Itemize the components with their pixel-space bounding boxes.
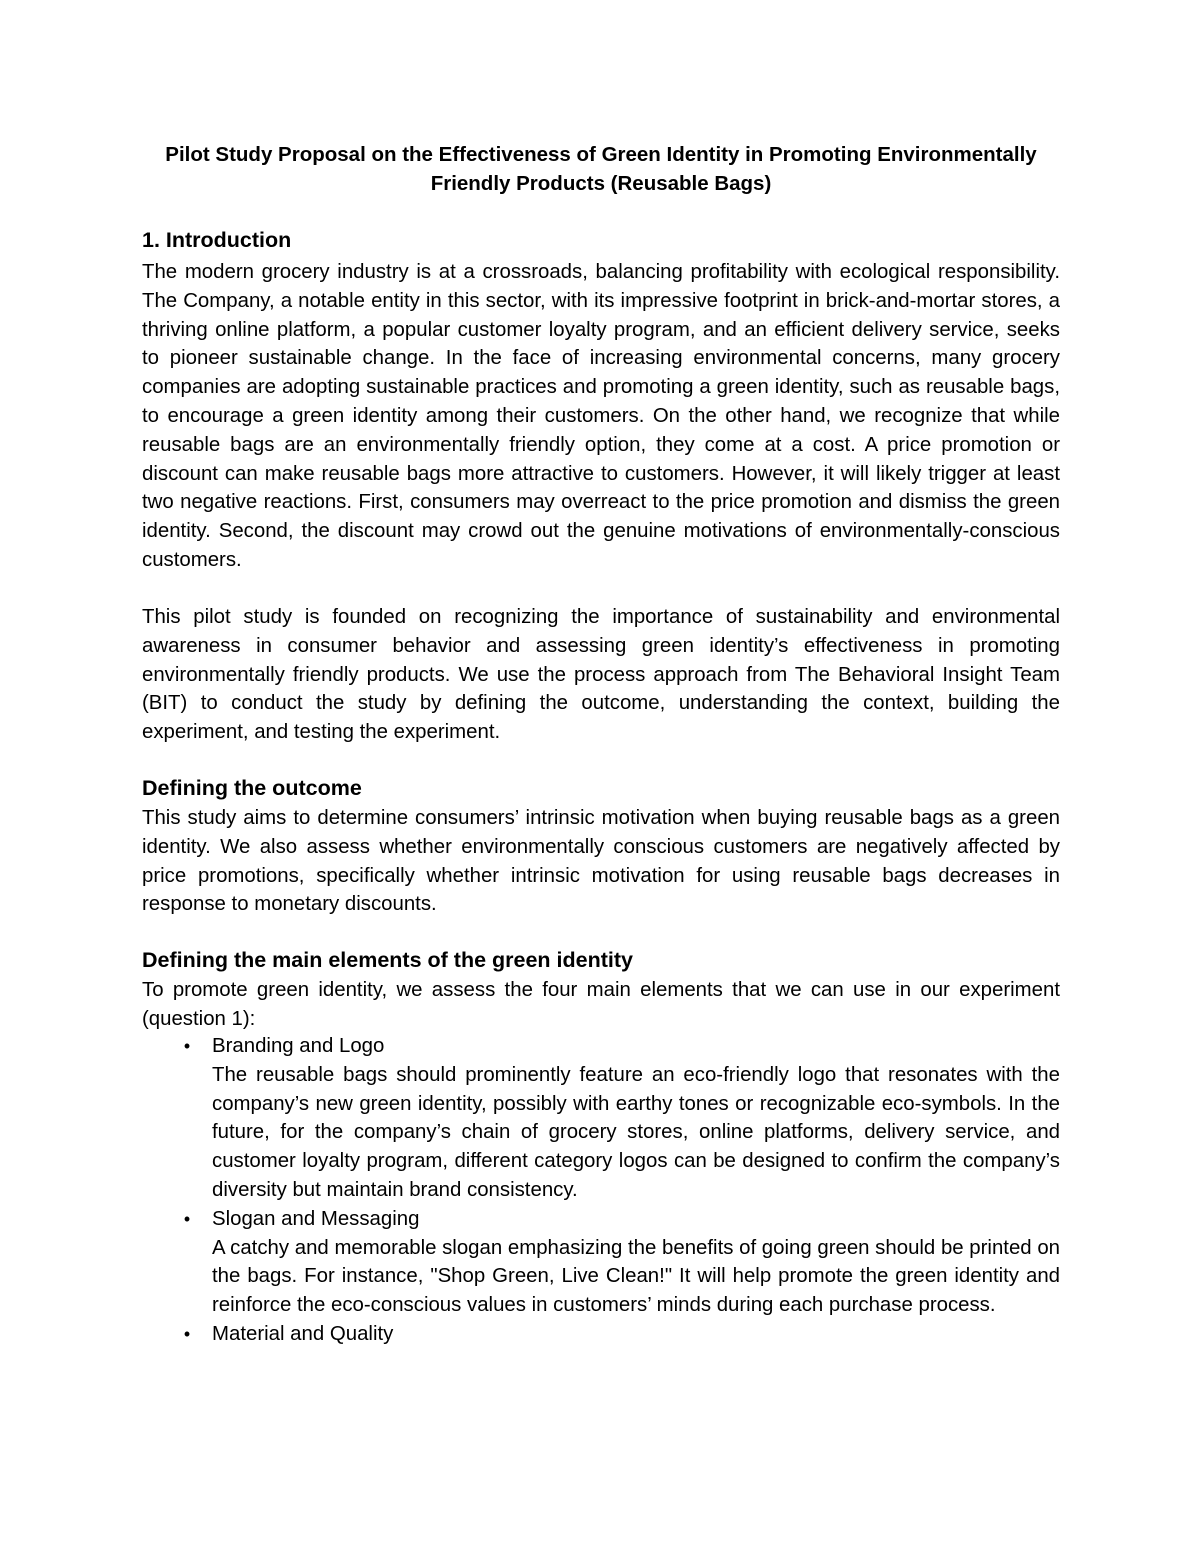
bullet-icon: •	[183, 1036, 191, 1056]
list-item	[142, 1320, 1060, 1349]
outcome-paragraph: This study aims to determine consumers’ intrinsic motivation when buying reusable bags as a green identity. We also assess whether environmentally conscious customers are negatively affected by price promotions, specifically whether intrinsic motivation for using reusable bags decreases in response to monetary discounts.	[142, 807, 1060, 916]
bullet-title: Branding and Logo	[212, 1035, 385, 1057]
elements-intro-paragraph: To promote green identity, we assess the four main elements that we can use in our experiment (question 1):	[142, 979, 1060, 1030]
elements-heading: Defining the main elements of the green identity	[142, 948, 633, 972]
introduction-paragraph-1: The modern grocery industry is at a crossroads, balancing profitability with ecological responsibility. The Company, a notable entity in this sector, with its impressive footprint in brick-and-mortar stores, a thriving online platform, a popular customer loyalty program, and an efficient delivery service, seeks to pioneer sustainable change. In the face of increasing environmental concerns, many grocery companies are adopting sustainable practices and promoting a green identity, such as reusable bags, to encourage a green identity among their customers. On the other hand, we recognize that while reusable bags are an environmentally friendly option, they come at a cost. A price promotion or discount can make reusable bags more attractive to customers. However, it will likely trigger at least two negative reactions. First, consumers may overreact to the price promotion and dismiss the green identity. Second, the discount may crowd out the genuine motivations of environmentally-conscious customers.	[142, 261, 1060, 571]
elements-bullet-list	[142, 1032, 1060, 1349]
list-item	[142, 1205, 1060, 1320]
bullet-description: The reusable bags should prominently feature an eco-friendly logo that resonates with the company’s new green identity, possibly with earthy tones or recognizable eco-symbols. In the future, for the company’s chain of grocery stores, online platforms, delivery service, and customer loyalty program, different category logos can be designed to confirm the company’s diversity but maintain brand consistency.	[212, 1063, 1060, 1201]
introduction-heading: 1. Introduction	[142, 228, 292, 252]
bullet-icon: •	[183, 1208, 191, 1229]
bullet-icon: •	[183, 1323, 191, 1344]
bullet-title: Material and Quality	[212, 1322, 394, 1345]
document-title: Pilot Study Proposal on the Effectiveness of Green Identity in Promoting Environmentally Friendly Products (Reusable Bags)	[165, 143, 1037, 195]
introduction-paragraph-2: This pilot study is founded on recognizing the importance of sustainability and environmental awareness in consumer behavior and assessing green identity’s effectiveness in promoting environmentally friendly products. We use the process approach from The Behavioral Insight Team (BIT) to conduct the study by defining the outcome, understanding the context, building the experiment, and testing the experiment.	[142, 606, 1060, 744]
bullet-description: A catchy and memorable slogan emphasizing the benefits of going green should be printed on the bags. For instance, "Shop Green, Live Clean!" It will help promote the green identity and reinforce the eco-conscious values in customers’ minds during each purchase process.	[212, 1236, 1060, 1317]
list-item	[142, 1032, 1060, 1205]
outcome-heading: Defining the outcome	[142, 776, 362, 800]
bullet-title: Slogan and Messaging	[212, 1207, 420, 1230]
